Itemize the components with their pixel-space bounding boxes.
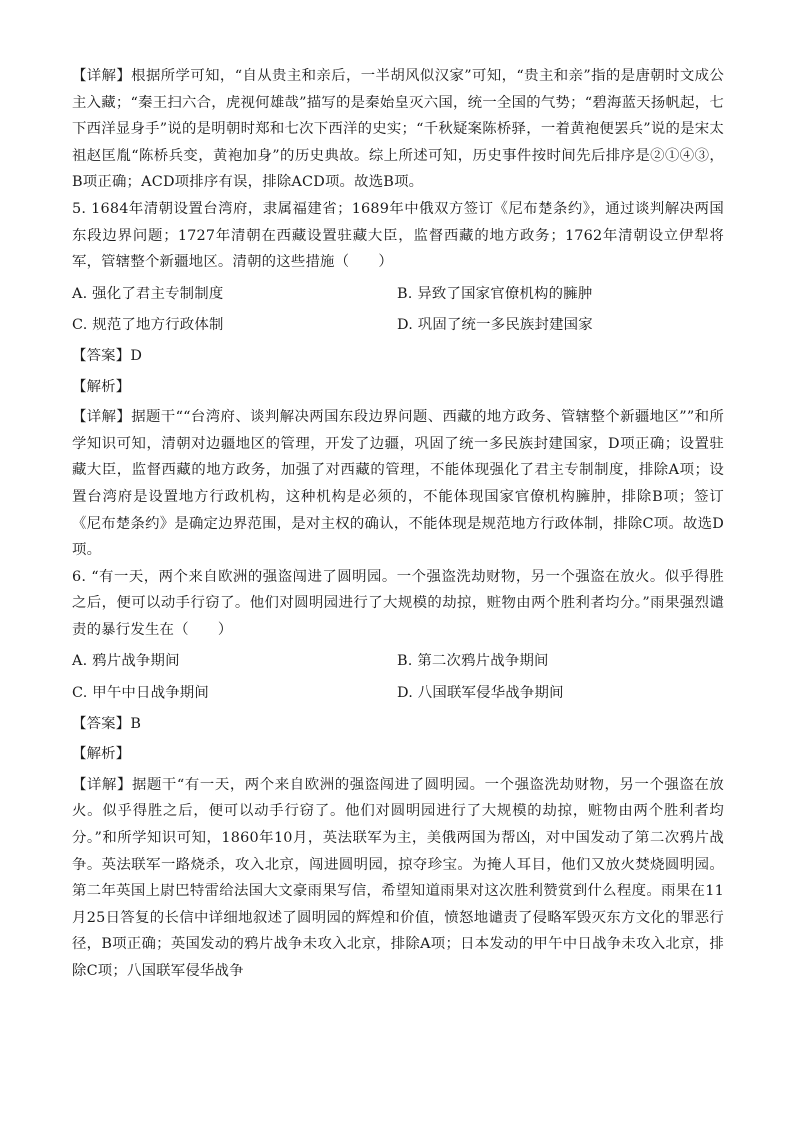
q6-detail-text: 据题干“有一天，两个来自欧洲的强盗闯进了圆明园。一个强盗洗劫财物，另一个强盗在放火。似乎得胜之后，便可以动手行窃了。他们对圆明园进行了大规模的劫掠，赃物由两个胜利者均分。”和所学知识可知，1860年10月，英法联军为主，美俄两国为帮凶，对中国发动了第二次鸦片战争。英法联军一路烧杀，攻入北京，闯进圆明园，掠夺珍宝。为掩人耳目，他们又放火焚烧圆明园。第二年英国上尉巴特雷给法国大文豪雨果写信，希望知道雨果对这次胜利赞赏到什么程度。雨果在11月25日答复的长信中详细地叙述了圆明园的辉煌和价值，愤怒地谴责了侵略军毁灭东方文化的罪恶行径，B项正确；英国发动的鸦片战争未攻入北京，排除A项；日本发动的甲午中日战争未攻入北京，排除C项；八国联军侵华战争 xyxy=(72,776,724,979)
document-page xyxy=(72,63,724,985)
q6-option-b: B. 第二次鸦片战争期间 xyxy=(397,653,549,670)
q6-answer: 【答案】B xyxy=(72,715,142,732)
detail-tag: 【详解】 xyxy=(72,776,132,793)
q5-analysis-label: 【解析】 xyxy=(72,378,131,395)
q5-stem: 5. 1684年清朝设置台湾府，隶属福建省；1689年中俄双方签订《尼布楚条约》，通过谈判解决两国东段边界问题；1727年清朝在西藏设置驻藏大臣，监督西藏的地方政务；1762年清朝设立伊犁将军，管辖整个新疆地区。清朝的这些措施（ ） xyxy=(72,200,724,271)
detail-tag: 【详解】 xyxy=(72,409,132,426)
q5-option-a: A. 强化了君主专制制度 xyxy=(72,285,224,302)
q5-options xyxy=(72,281,724,339)
q4-detail-text: 根据所学可知，“自从贵主和亲后，一半胡风似汉家”可知，“贵主和亲”指的是唐朝时文成公主入藏；“秦王扫六合，虎视何雄哉”描写的是秦始皇灭六国，统一全国的气势；“碧海蓝天扬帆起，七下西洋显身手”说的是明朝时郑和七次下西洋的史实；“千秋疑案陈桥驿，一着黄袍便罢兵”说的是宋太祖赵匡胤“陈桥兵变，黄袍加身”的历史典故。综上所述可知，历史事件按时间先后排序是②①④③，B项正确；ACD项排序有误，排除ACD项。故选B项。 xyxy=(72,68,724,191)
q6-option-a: A. 鸦片战争期间 xyxy=(72,653,180,670)
q6-stem: 6. “有一天，两个来自欧洲的强盗闯进了圆明园。一个强盗洗劫财物，另一个强盗在放火。似乎得胜之后，便可以动手行窃了。他们对圆明园进行了大规模的劫掠，赃物由两个胜利者均分。”雨果强烈谴责的暴行发生在（ ） xyxy=(72,568,724,638)
q6-analysis-label: 【解析】 xyxy=(72,746,131,763)
q4-detail-paragraph xyxy=(72,63,724,196)
q5-option-d: D. 巩固了统一多民族封建国家 xyxy=(397,317,593,334)
q5-answer: 【答案】D xyxy=(72,347,143,364)
q5-option-c: C. 规范了地方行政体制 xyxy=(72,317,224,334)
q6-detail-paragraph xyxy=(72,772,724,985)
q5-option-b: B. 异致了国家官僚机构的臃肿 xyxy=(397,285,593,302)
q6-option-c: C. 甲午中日战争期间 xyxy=(72,685,209,702)
q6-option-d: D. 八国联军侵华战争期间 xyxy=(397,685,564,702)
q5-detail-text: 据题干““台湾府、谈判解决两国东段边界问题、西藏的地方政务、管辖整个新疆地区””和所学知识可知，清朝对边疆地区的管理，开发了边疆，巩固了统一多民族封建国家，D项正确；设置驻藏大臣，监督西藏的地方政务，加强了对西藏的管理，不能体现强化了君主专制制度，排除A项；设置台湾府是设置地方行政机构，这种机构是必须的，不能体现国家官僚机构臃肿，排除B项；签订《尼布楚条约》是确定边界范围，是对主权的确认，不能体现是规范地方行政体制，排除C项。故选D项。 xyxy=(72,409,724,559)
detail-tag: 【详解】 xyxy=(72,68,132,84)
q6-options xyxy=(72,648,724,706)
q5-detail-paragraph xyxy=(72,404,724,564)
